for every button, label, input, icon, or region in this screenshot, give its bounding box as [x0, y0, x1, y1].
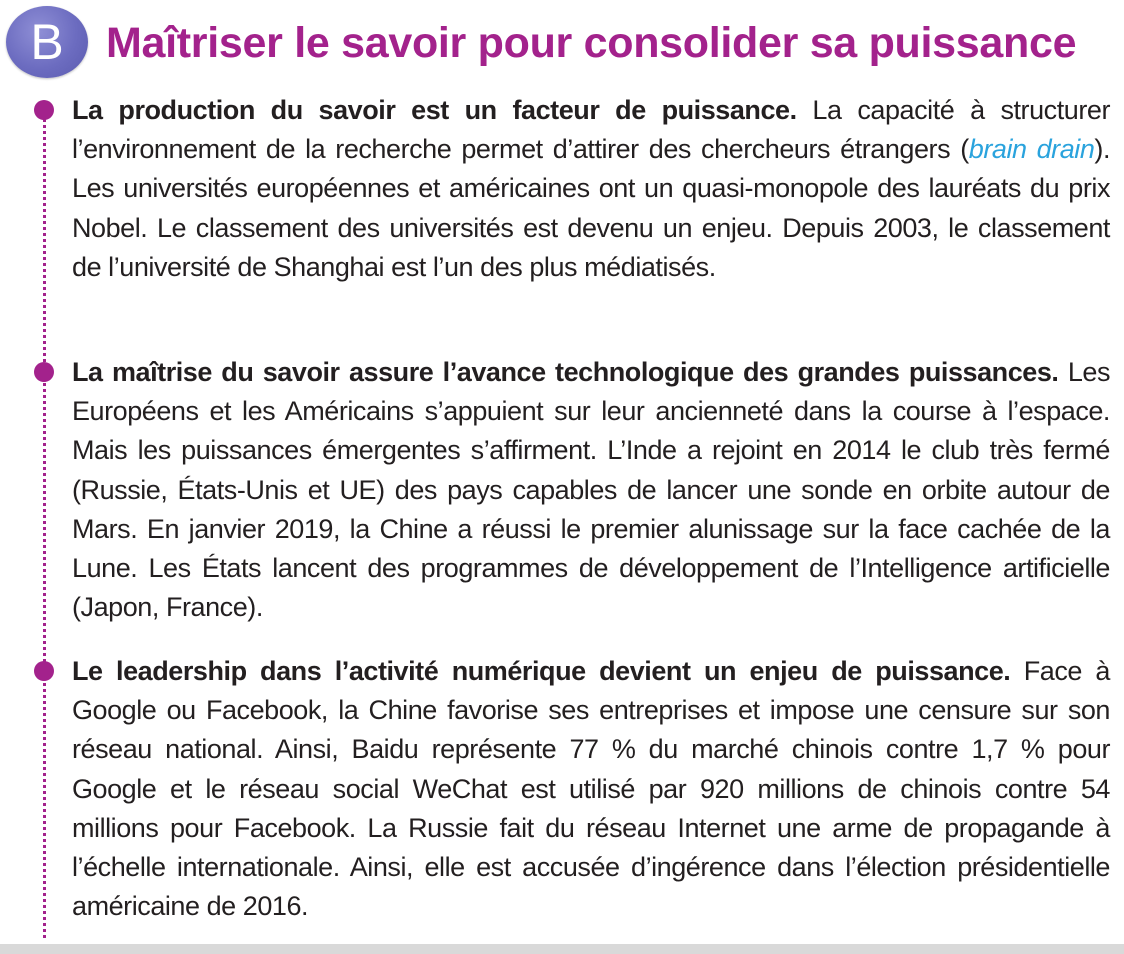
bullet-dot	[34, 100, 54, 120]
section-header	[0, 0, 1124, 84]
section-title: Maîtriser le savoir pour consolider sa puissance	[106, 19, 1077, 67]
dotted-timeline-line	[43, 112, 46, 938]
page-bottom-edge	[0, 944, 1124, 954]
paragraph-body: La capacité à structurer l’environnement de la recherche permet d’attirer des chercheurs étrangers (	[72, 95, 1110, 165]
paragraph-body: Face à Google ou Facebook, la Chine favorise ses entreprises et impose une censure sur son réseau national. Ainsi, Baidu représente 77 % du marché chinois contre 1,7 % pour Google et le réseau social WeChat est utilisé par 920 millions de chinois contre 54 millions pour Facebook. La Russie fait du réseau Internet une arme de propagande à l’échelle internationale. Ainsi, elle est accusée d’ingérence dans l’élection présidentielle américaine de 2016.	[72, 656, 1110, 922]
section-letter-badge: B	[6, 6, 88, 78]
paragraph-lead: La maîtrise du savoir assure l’avance technologique des grandes puissances.	[72, 357, 1059, 387]
paragraph-lead: La production du savoir est un facteur de puissance.	[72, 95, 797, 125]
bullet-dot	[34, 661, 54, 681]
highlighted-term: brain drain	[968, 134, 1095, 165]
paragraph-2	[72, 353, 1110, 627]
paragraph-body: Les Européens et les Américains s’appuient sur leur ancienneté dans la course à l’espace. Mais les puissances émergentes s’affirment. L’Inde a rejoint en 2014 le club très fermé (Russie, États-Unis et UE) des pays capables de lancer une sonde en orbite autour de Mars. En janvier 2019, la Chine a réussi le premier alunissage sur la face cachée de la Lune. Les États lancent des programmes de développement de l’Intelligence artificielle (Japon, France).	[72, 357, 1110, 623]
paragraph-body: ). Les universités européennes et américaines ont un quasi-monopole des lauréats du prix Nobel. Le classement des universités est devenu un enjeu. Depuis 2003, le classement de l’université de Shanghai est l’un des plus médiatisés.	[72, 134, 1110, 282]
bullet-dot	[34, 362, 54, 382]
paragraph-3	[72, 652, 1110, 926]
paragraph-1	[72, 91, 1110, 287]
paragraph-lead: Le leadership dans l’activité numérique devient un enjeu de puissance.	[72, 656, 1011, 686]
